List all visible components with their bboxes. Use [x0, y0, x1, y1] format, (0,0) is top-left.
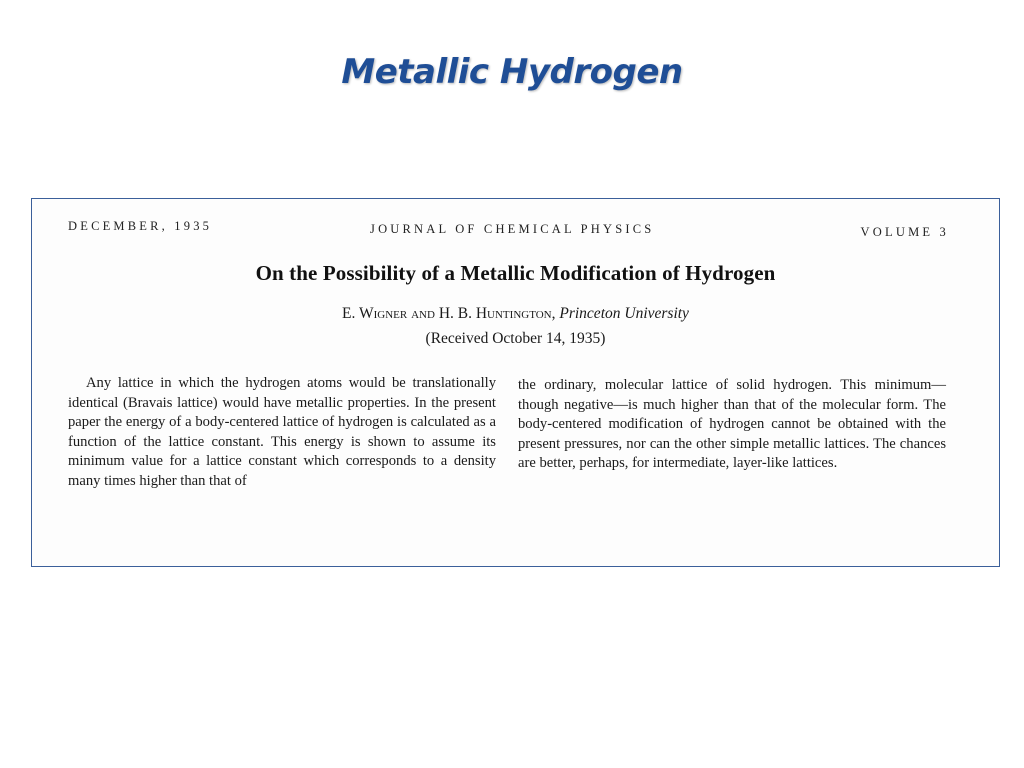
- paper-excerpt-image: [31, 198, 1000, 567]
- abstract-left-column: Any lattice in which the hydrogen atoms would be translationally identical (Bravais lattice) would have metallic properties. In the present paper the energy of a body-centered lattice of hydrogen is calculated as a function of the lattice constant. This energy is shown to assume its minimum value for a lattice constant which corresponds to a density many times higher than that of: [68, 375, 496, 489]
- author-2-initial: H. B. H: [434, 305, 488, 322]
- paper-title: On the Possibility of a Metallic Modification of Hydrogen: [255, 261, 776, 285]
- running-head: [68, 219, 949, 237]
- author-separator: ,: [551, 305, 560, 322]
- author-2-name: untington: [487, 305, 552, 322]
- slide-title: Metallic Hydrogen: [341, 52, 683, 92]
- paper-authors: [32, 305, 999, 323]
- journal-name: JOURNAL OF CHEMICAL PHYSICS: [370, 222, 655, 236]
- volume-number: VOLUME 3: [860, 225, 949, 239]
- issue-date: DECEMBER, 1935: [68, 219, 213, 233]
- received-date: (Received October 14, 1935): [425, 330, 606, 347]
- abstract-right-column: the ordinary, molecular lattice of solid hydrogen. This minimum—though negative—is much higher than that of the molecular form. The body-centered modification of hydrogen cannot be obtained with the present pressures, nor can the other simple metallic lattices. The chances are better, perhaps, for intermediate, layer-like lattices.: [518, 377, 946, 472]
- author-1-initial: E. W: [342, 305, 374, 322]
- author-affiliation: Princeton University: [559, 305, 689, 322]
- author-1-name: igner and: [373, 305, 435, 322]
